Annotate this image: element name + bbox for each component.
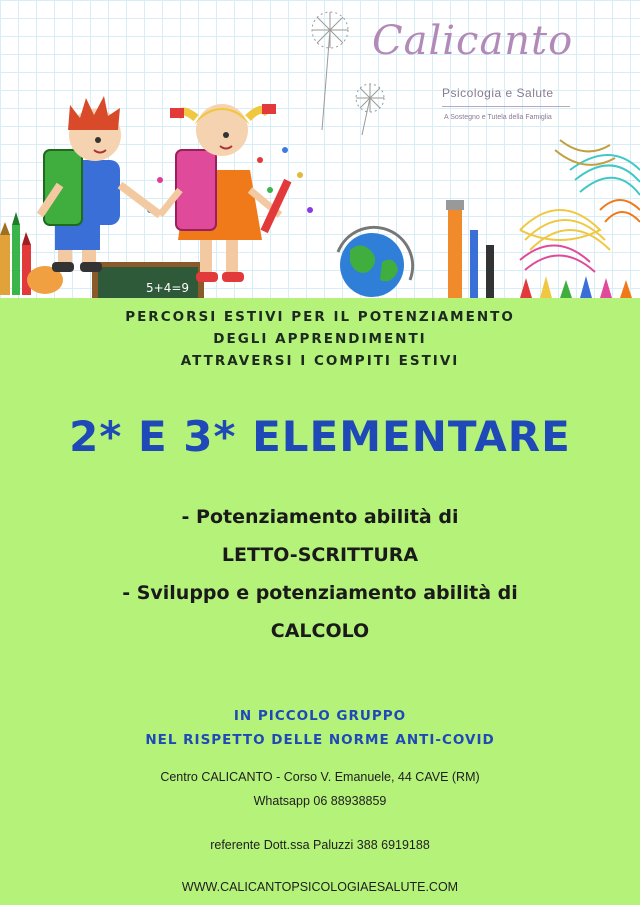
heading-line-1: PERCORSI ESTIVI PER IL POTENZIAMENTO	[125, 309, 515, 325]
header-illustration	[0, 0, 640, 298]
website-link[interactable]: WWW.CALICANTOPSICOLOGIAESALUTE.COM	[181, 880, 459, 894]
skill-line-2: LETTO-SCRITTURA	[221, 544, 419, 566]
skill-line-4: CALCOLO	[270, 620, 370, 642]
referent-text: referente Dott.ssa Paluzzi 388 6919188	[210, 838, 430, 852]
colored-pencils	[520, 276, 632, 298]
address-text: Centro CALICANTO - Corso V. Emanuele, 44 CAVE (RM)	[160, 770, 480, 784]
note-line-1: IN PICCOLO GRUPPO	[233, 708, 407, 724]
skill-line-3: - Sviluppo e potenziamento abilità di	[122, 582, 518, 604]
group-notes	[0, 704, 640, 752]
skill-line-1: - Potenziamento abilità di	[181, 506, 459, 528]
heading-line-2: DEGLI APPRENDIMENTI	[213, 331, 427, 347]
boy-figure	[40, 96, 160, 272]
grade-title: 2* E 3* ELEMENTARE	[69, 412, 571, 461]
chalkboard-text: 5+4=9	[146, 281, 190, 295]
calicanto-logo	[372, 8, 572, 128]
note-line-2: NEL RISPETTO DELLE NORME ANTI-COVID	[145, 732, 495, 748]
whatsapp-text: Whatsapp 06 88938859	[253, 794, 387, 808]
heading-line-3: ATTRAVERSI I COMPITI ESTIVI	[180, 353, 460, 369]
paint-brushes	[446, 200, 494, 298]
color-scribbles	[520, 140, 640, 272]
skills-list	[0, 498, 640, 650]
flyer-content	[0, 298, 640, 905]
logo-name: Calicanto	[372, 18, 574, 64]
program-heading	[0, 306, 640, 372]
globe	[338, 227, 413, 297]
logo-divider	[442, 106, 570, 107]
logo-tagline: A Sostegno e Tutela della Famiglia	[444, 114, 552, 121]
logo-subtitle: Psicologia e Salute	[442, 86, 554, 100]
girl-figure	[160, 104, 291, 282]
chalkboard	[92, 262, 204, 298]
